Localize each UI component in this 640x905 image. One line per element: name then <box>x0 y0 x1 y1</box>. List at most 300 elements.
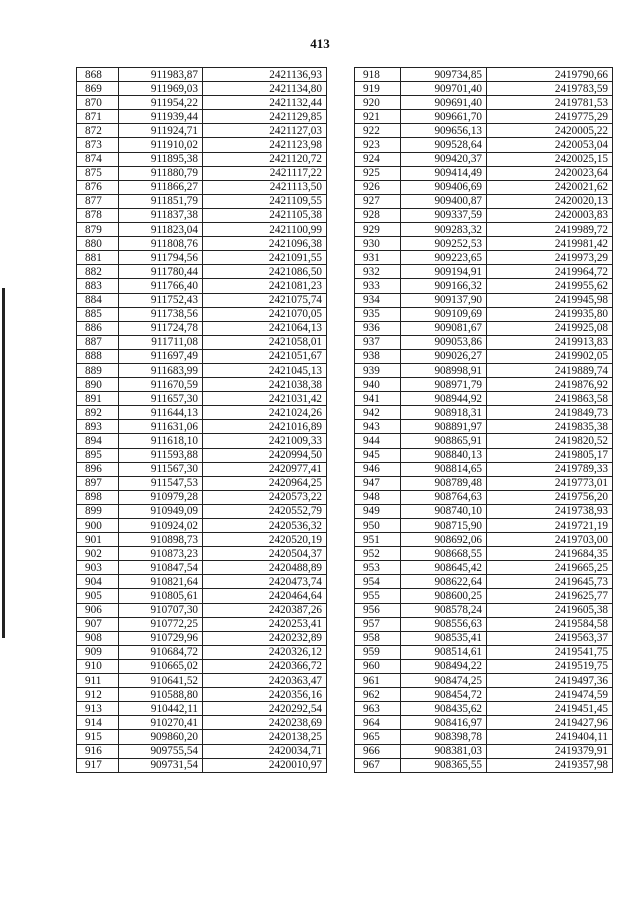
x-coordinate-cell: 911794,56 <box>119 251 203 265</box>
y-coordinate-cell: 2420994,50 <box>203 448 327 462</box>
y-coordinate-cell: 2419427,96 <box>487 716 613 730</box>
point-number-cell: 898 <box>77 490 119 504</box>
point-number-cell: 944 <box>355 434 401 448</box>
y-coordinate-cell: 2419889,74 <box>487 363 613 377</box>
point-number-cell: 893 <box>77 420 119 434</box>
table-row <box>77 307 327 321</box>
point-number-cell: 914 <box>77 716 119 730</box>
table-row <box>77 335 327 349</box>
table-row <box>77 82 327 96</box>
y-coordinate-cell: 2421051,67 <box>203 349 327 363</box>
table-row <box>355 744 613 758</box>
coordinates-table-right-body <box>355 68 613 773</box>
y-coordinate-cell: 2419902,05 <box>487 349 613 363</box>
x-coordinate-cell: 910949,09 <box>119 504 203 518</box>
table-row <box>355 82 613 96</box>
point-number-cell: 882 <box>77 265 119 279</box>
y-coordinate-cell: 2421127,03 <box>203 124 327 138</box>
table-row <box>355 420 613 434</box>
point-number-cell: 885 <box>77 307 119 321</box>
table-row <box>355 448 613 462</box>
x-coordinate-cell: 908514,61 <box>401 645 487 659</box>
table-row <box>355 519 613 533</box>
table-row <box>77 674 327 688</box>
x-coordinate-cell: 909109,69 <box>401 307 487 321</box>
x-coordinate-cell: 909252,53 <box>401 237 487 251</box>
table-row <box>77 110 327 124</box>
point-number-cell: 965 <box>355 730 401 744</box>
y-coordinate-cell: 2421096,38 <box>203 237 327 251</box>
table-row <box>77 758 327 772</box>
table-row <box>77 208 327 222</box>
x-coordinate-cell: 908789,48 <box>401 476 487 490</box>
x-coordinate-cell: 909406,69 <box>401 180 487 194</box>
table-row <box>77 378 327 392</box>
y-coordinate-cell: 2419789,33 <box>487 462 613 476</box>
x-coordinate-cell: 911631,06 <box>119 420 203 434</box>
point-number-cell: 930 <box>355 237 401 251</box>
table-row <box>77 223 327 237</box>
x-coordinate-cell: 911724,78 <box>119 321 203 335</box>
point-number-cell: 940 <box>355 378 401 392</box>
table-row <box>77 603 327 617</box>
y-coordinate-cell: 2421113,50 <box>203 180 327 194</box>
y-coordinate-cell: 2420023,64 <box>487 166 613 180</box>
point-number-cell: 958 <box>355 631 401 645</box>
x-coordinate-cell: 911895,38 <box>119 152 203 166</box>
table-row <box>77 251 327 265</box>
table-row <box>355 363 613 377</box>
x-coordinate-cell: 911567,30 <box>119 462 203 476</box>
table-row <box>77 702 327 716</box>
point-number-cell: 870 <box>77 96 119 110</box>
point-number-cell: 954 <box>355 575 401 589</box>
x-coordinate-cell: 908600,25 <box>401 589 487 603</box>
point-number-cell: 956 <box>355 603 401 617</box>
table-row <box>355 434 613 448</box>
y-coordinate-cell: 2421105,38 <box>203 208 327 222</box>
table-row <box>77 434 327 448</box>
table-row <box>355 462 613 476</box>
table-row <box>355 702 613 716</box>
point-number-cell: 935 <box>355 307 401 321</box>
x-coordinate-cell: 908494,22 <box>401 659 487 673</box>
point-number-cell: 895 <box>77 448 119 462</box>
y-coordinate-cell: 2419625,77 <box>487 589 613 603</box>
table-row <box>355 335 613 349</box>
table-row <box>355 730 613 744</box>
point-number-cell: 878 <box>77 208 119 222</box>
x-coordinate-cell: 911711,08 <box>119 335 203 349</box>
x-coordinate-cell: 910729,96 <box>119 631 203 645</box>
y-coordinate-cell: 2421081,23 <box>203 279 327 293</box>
point-number-cell: 961 <box>355 674 401 688</box>
x-coordinate-cell: 909223,65 <box>401 251 487 265</box>
table-row <box>77 406 327 420</box>
y-coordinate-cell: 2419945,98 <box>487 293 613 307</box>
point-number-cell: 941 <box>355 392 401 406</box>
y-coordinate-cell: 2419756,20 <box>487 490 613 504</box>
point-number-cell: 950 <box>355 519 401 533</box>
x-coordinate-cell: 911808,76 <box>119 237 203 251</box>
x-coordinate-cell: 911880,79 <box>119 166 203 180</box>
y-coordinate-cell: 2421038,38 <box>203 378 327 392</box>
table-row <box>77 575 327 589</box>
x-coordinate-cell: 911547,53 <box>119 476 203 490</box>
x-coordinate-cell: 911670,59 <box>119 378 203 392</box>
point-number-cell: 889 <box>77 363 119 377</box>
x-coordinate-cell: 909734,85 <box>401 68 487 82</box>
y-coordinate-cell: 2419645,73 <box>487 575 613 589</box>
y-coordinate-cell: 2419781,53 <box>487 96 613 110</box>
table-row <box>355 504 613 518</box>
y-coordinate-cell: 2420034,71 <box>203 744 327 758</box>
point-number-cell: 877 <box>77 194 119 208</box>
table-row <box>355 378 613 392</box>
table-row <box>77 265 327 279</box>
y-coordinate-cell: 2419835,38 <box>487 420 613 434</box>
y-coordinate-cell: 2421091,55 <box>203 251 327 265</box>
table-row <box>77 180 327 194</box>
point-number-cell: 933 <box>355 279 401 293</box>
x-coordinate-cell: 910588,80 <box>119 688 203 702</box>
y-coordinate-cell: 2419519,75 <box>487 659 613 673</box>
point-number-cell: 931 <box>355 251 401 265</box>
point-number-cell: 881 <box>77 251 119 265</box>
x-coordinate-cell: 908556,63 <box>401 617 487 631</box>
point-number-cell: 868 <box>77 68 119 82</box>
table-row <box>355 110 613 124</box>
table-row <box>355 279 613 293</box>
x-coordinate-cell: 908764,63 <box>401 490 487 504</box>
coordinates-table-left <box>76 67 327 773</box>
point-number-cell: 890 <box>77 378 119 392</box>
table-row <box>355 223 613 237</box>
x-coordinate-cell: 908944,92 <box>401 392 487 406</box>
table-row <box>355 547 613 561</box>
point-number-cell: 946 <box>355 462 401 476</box>
point-number-cell: 955 <box>355 589 401 603</box>
point-number-cell: 910 <box>77 659 119 673</box>
x-coordinate-cell: 908891,97 <box>401 420 487 434</box>
y-coordinate-cell: 2421070,05 <box>203 307 327 321</box>
y-coordinate-cell: 2420473,74 <box>203 575 327 589</box>
point-number-cell: 966 <box>355 744 401 758</box>
x-coordinate-cell: 909026,27 <box>401 349 487 363</box>
point-number-cell: 903 <box>77 561 119 575</box>
point-number-cell: 897 <box>77 476 119 490</box>
point-number-cell: 932 <box>355 265 401 279</box>
table-row <box>77 462 327 476</box>
x-coordinate-cell: 908865,91 <box>401 434 487 448</box>
x-coordinate-cell: 909860,20 <box>119 730 203 744</box>
table-row <box>77 363 327 377</box>
point-number-cell: 920 <box>355 96 401 110</box>
x-coordinate-cell: 909755,54 <box>119 744 203 758</box>
table-row <box>77 420 327 434</box>
point-number-cell: 907 <box>77 617 119 631</box>
point-number-cell: 892 <box>77 406 119 420</box>
y-coordinate-cell: 2421109,55 <box>203 194 327 208</box>
x-coordinate-cell: 908645,42 <box>401 561 487 575</box>
y-coordinate-cell: 2420520,19 <box>203 533 327 547</box>
table-row <box>355 631 613 645</box>
x-coordinate-cell: 910873,23 <box>119 547 203 561</box>
point-number-cell: 899 <box>77 504 119 518</box>
y-coordinate-cell: 2419790,66 <box>487 68 613 82</box>
point-number-cell: 875 <box>77 166 119 180</box>
x-coordinate-cell: 909283,32 <box>401 223 487 237</box>
y-coordinate-cell: 2421117,22 <box>203 166 327 180</box>
y-coordinate-cell: 2420356,16 <box>203 688 327 702</box>
x-coordinate-cell: 910641,52 <box>119 674 203 688</box>
table-row <box>355 392 613 406</box>
y-coordinate-cell: 2420005,22 <box>487 124 613 138</box>
x-coordinate-cell: 909661,70 <box>401 110 487 124</box>
point-number-cell: 888 <box>77 349 119 363</box>
point-number-cell: 951 <box>355 533 401 547</box>
table-row <box>77 194 327 208</box>
point-number-cell: 896 <box>77 462 119 476</box>
table-row <box>77 730 327 744</box>
y-coordinate-cell: 2419541,75 <box>487 645 613 659</box>
y-coordinate-cell: 2419981,42 <box>487 237 613 251</box>
point-number-cell: 879 <box>77 223 119 237</box>
point-number-cell: 915 <box>77 730 119 744</box>
y-coordinate-cell: 2420020,13 <box>487 194 613 208</box>
point-number-cell: 905 <box>77 589 119 603</box>
y-coordinate-cell: 2421064,13 <box>203 321 327 335</box>
y-coordinate-cell: 2420363,47 <box>203 674 327 688</box>
x-coordinate-cell: 911924,71 <box>119 124 203 138</box>
point-number-cell: 886 <box>77 321 119 335</box>
x-coordinate-cell: 909137,90 <box>401 293 487 307</box>
y-coordinate-cell: 2419925,08 <box>487 321 613 335</box>
point-number-cell: 902 <box>77 547 119 561</box>
y-coordinate-cell: 2420025,15 <box>487 152 613 166</box>
point-number-cell: 952 <box>355 547 401 561</box>
y-coordinate-cell: 2419379,91 <box>487 744 613 758</box>
y-coordinate-cell: 2421016,89 <box>203 420 327 434</box>
x-coordinate-cell: 911866,27 <box>119 180 203 194</box>
y-coordinate-cell: 2420504,37 <box>203 547 327 561</box>
table-row <box>355 208 613 222</box>
table-row <box>355 138 613 152</box>
table-row <box>355 476 613 490</box>
point-number-cell: 929 <box>355 223 401 237</box>
point-number-cell: 904 <box>77 575 119 589</box>
y-coordinate-cell: 2420232,89 <box>203 631 327 645</box>
x-coordinate-cell: 911837,38 <box>119 208 203 222</box>
table-row <box>77 631 327 645</box>
y-coordinate-cell: 2420366,72 <box>203 659 327 673</box>
x-coordinate-cell: 911851,79 <box>119 194 203 208</box>
table-row <box>77 561 327 575</box>
y-coordinate-cell: 2419775,29 <box>487 110 613 124</box>
x-coordinate-cell: 910924,02 <box>119 519 203 533</box>
table-row <box>355 617 613 631</box>
x-coordinate-cell: 911593,88 <box>119 448 203 462</box>
x-coordinate-cell: 911657,30 <box>119 392 203 406</box>
table-row <box>77 68 327 82</box>
y-coordinate-cell: 2420238,69 <box>203 716 327 730</box>
y-coordinate-cell: 2420552,79 <box>203 504 327 518</box>
y-coordinate-cell: 2421045,13 <box>203 363 327 377</box>
point-number-cell: 871 <box>77 110 119 124</box>
y-coordinate-cell: 2419474,59 <box>487 688 613 702</box>
table-row <box>355 688 613 702</box>
point-number-cell: 876 <box>77 180 119 194</box>
y-coordinate-cell: 2421075,74 <box>203 293 327 307</box>
table-row <box>355 307 613 321</box>
point-number-cell: 913 <box>77 702 119 716</box>
table-row <box>355 166 613 180</box>
x-coordinate-cell: 911644,13 <box>119 406 203 420</box>
x-coordinate-cell: 909528,64 <box>401 138 487 152</box>
x-coordinate-cell: 910772,25 <box>119 617 203 631</box>
point-number-cell: 880 <box>77 237 119 251</box>
y-coordinate-cell: 2420964,25 <box>203 476 327 490</box>
x-coordinate-cell: 908474,25 <box>401 674 487 688</box>
y-coordinate-cell: 2419563,37 <box>487 631 613 645</box>
table-row <box>77 293 327 307</box>
point-number-cell: 948 <box>355 490 401 504</box>
table-row <box>77 96 327 110</box>
point-number-cell: 925 <box>355 166 401 180</box>
table-row <box>77 688 327 702</box>
y-coordinate-cell: 2420253,41 <box>203 617 327 631</box>
y-coordinate-cell: 2421058,01 <box>203 335 327 349</box>
point-number-cell: 943 <box>355 420 401 434</box>
point-number-cell: 927 <box>355 194 401 208</box>
x-coordinate-cell: 910847,54 <box>119 561 203 575</box>
x-coordinate-cell: 909053,86 <box>401 335 487 349</box>
point-number-cell: 962 <box>355 688 401 702</box>
point-number-cell: 942 <box>355 406 401 420</box>
x-coordinate-cell: 908740,10 <box>401 504 487 518</box>
x-coordinate-cell: 908398,78 <box>401 730 487 744</box>
y-coordinate-cell: 2419783,59 <box>487 82 613 96</box>
y-coordinate-cell: 2419805,17 <box>487 448 613 462</box>
point-number-cell: 916 <box>77 744 119 758</box>
x-coordinate-cell: 909701,40 <box>401 82 487 96</box>
y-coordinate-cell: 2421129,85 <box>203 110 327 124</box>
y-coordinate-cell: 2419721,19 <box>487 519 613 533</box>
page-number: 413 <box>310 36 330 51</box>
table-row <box>355 758 613 772</box>
point-number-cell: 926 <box>355 180 401 194</box>
x-coordinate-cell: 908814,65 <box>401 462 487 476</box>
y-coordinate-cell: 2420003,83 <box>487 208 613 222</box>
x-coordinate-cell: 909420,37 <box>401 152 487 166</box>
point-number-cell: 891 <box>77 392 119 406</box>
point-number-cell: 911 <box>77 674 119 688</box>
x-coordinate-cell: 911780,44 <box>119 265 203 279</box>
table-row <box>355 293 613 307</box>
y-coordinate-cell: 2420053,04 <box>487 138 613 152</box>
x-coordinate-cell: 908840,13 <box>401 448 487 462</box>
y-coordinate-cell: 2421136,93 <box>203 68 327 82</box>
point-number-cell: 872 <box>77 124 119 138</box>
table-row <box>355 96 613 110</box>
table-row <box>355 194 613 208</box>
y-coordinate-cell: 2420138,25 <box>203 730 327 744</box>
x-coordinate-cell: 911939,44 <box>119 110 203 124</box>
x-coordinate-cell: 909166,32 <box>401 279 487 293</box>
y-coordinate-cell: 2419820,52 <box>487 434 613 448</box>
x-coordinate-cell: 911618,10 <box>119 434 203 448</box>
table-row <box>355 265 613 279</box>
y-coordinate-cell: 2419738,93 <box>487 504 613 518</box>
x-coordinate-cell: 909194,91 <box>401 265 487 279</box>
y-coordinate-cell: 2420021,62 <box>487 180 613 194</box>
y-coordinate-cell: 2420977,41 <box>203 462 327 476</box>
y-coordinate-cell: 2420326,12 <box>203 645 327 659</box>
table-row <box>355 603 613 617</box>
x-coordinate-cell: 909691,40 <box>401 96 487 110</box>
point-number-cell: 960 <box>355 659 401 673</box>
point-number-cell: 959 <box>355 645 401 659</box>
table-row <box>77 448 327 462</box>
table-row <box>355 575 613 589</box>
point-number-cell: 934 <box>355 293 401 307</box>
y-coordinate-cell: 2421009,33 <box>203 434 327 448</box>
point-number-cell: 938 <box>355 349 401 363</box>
y-coordinate-cell: 2419684,35 <box>487 547 613 561</box>
x-coordinate-cell: 908578,24 <box>401 603 487 617</box>
point-number-cell: 874 <box>77 152 119 166</box>
y-coordinate-cell: 2421100,99 <box>203 223 327 237</box>
table-row <box>355 490 613 504</box>
coordinates-table-left-body <box>77 68 327 773</box>
table-row <box>355 237 613 251</box>
y-coordinate-cell: 2419989,72 <box>487 223 613 237</box>
point-number-cell: 922 <box>355 124 401 138</box>
table-row <box>77 166 327 180</box>
table-row <box>77 617 327 631</box>
x-coordinate-cell: 910707,30 <box>119 603 203 617</box>
table-row <box>77 124 327 138</box>
y-coordinate-cell: 2419357,98 <box>487 758 613 772</box>
table-row <box>77 547 327 561</box>
table-row <box>355 349 613 363</box>
x-coordinate-cell: 908454,72 <box>401 688 487 702</box>
x-coordinate-cell: 908365,55 <box>401 758 487 772</box>
y-coordinate-cell: 2419876,92 <box>487 378 613 392</box>
y-coordinate-cell: 2419863,58 <box>487 392 613 406</box>
point-number-cell: 921 <box>355 110 401 124</box>
point-number-cell: 945 <box>355 448 401 462</box>
y-coordinate-cell: 2419665,25 <box>487 561 613 575</box>
table-row <box>355 321 613 335</box>
table-row <box>355 674 613 688</box>
point-number-cell: 963 <box>355 702 401 716</box>
point-number-cell: 949 <box>355 504 401 518</box>
point-number-cell: 887 <box>77 335 119 349</box>
table-row <box>355 561 613 575</box>
y-coordinate-cell: 2421024,26 <box>203 406 327 420</box>
y-coordinate-cell: 2419849,73 <box>487 406 613 420</box>
x-coordinate-cell: 908692,06 <box>401 533 487 547</box>
point-number-cell: 918 <box>355 68 401 82</box>
table-row <box>355 251 613 265</box>
y-coordinate-cell: 2421134,80 <box>203 82 327 96</box>
point-number-cell: 883 <box>77 279 119 293</box>
point-number-cell: 937 <box>355 335 401 349</box>
point-number-cell: 947 <box>355 476 401 490</box>
table-row <box>77 237 327 251</box>
table-row <box>77 716 327 730</box>
